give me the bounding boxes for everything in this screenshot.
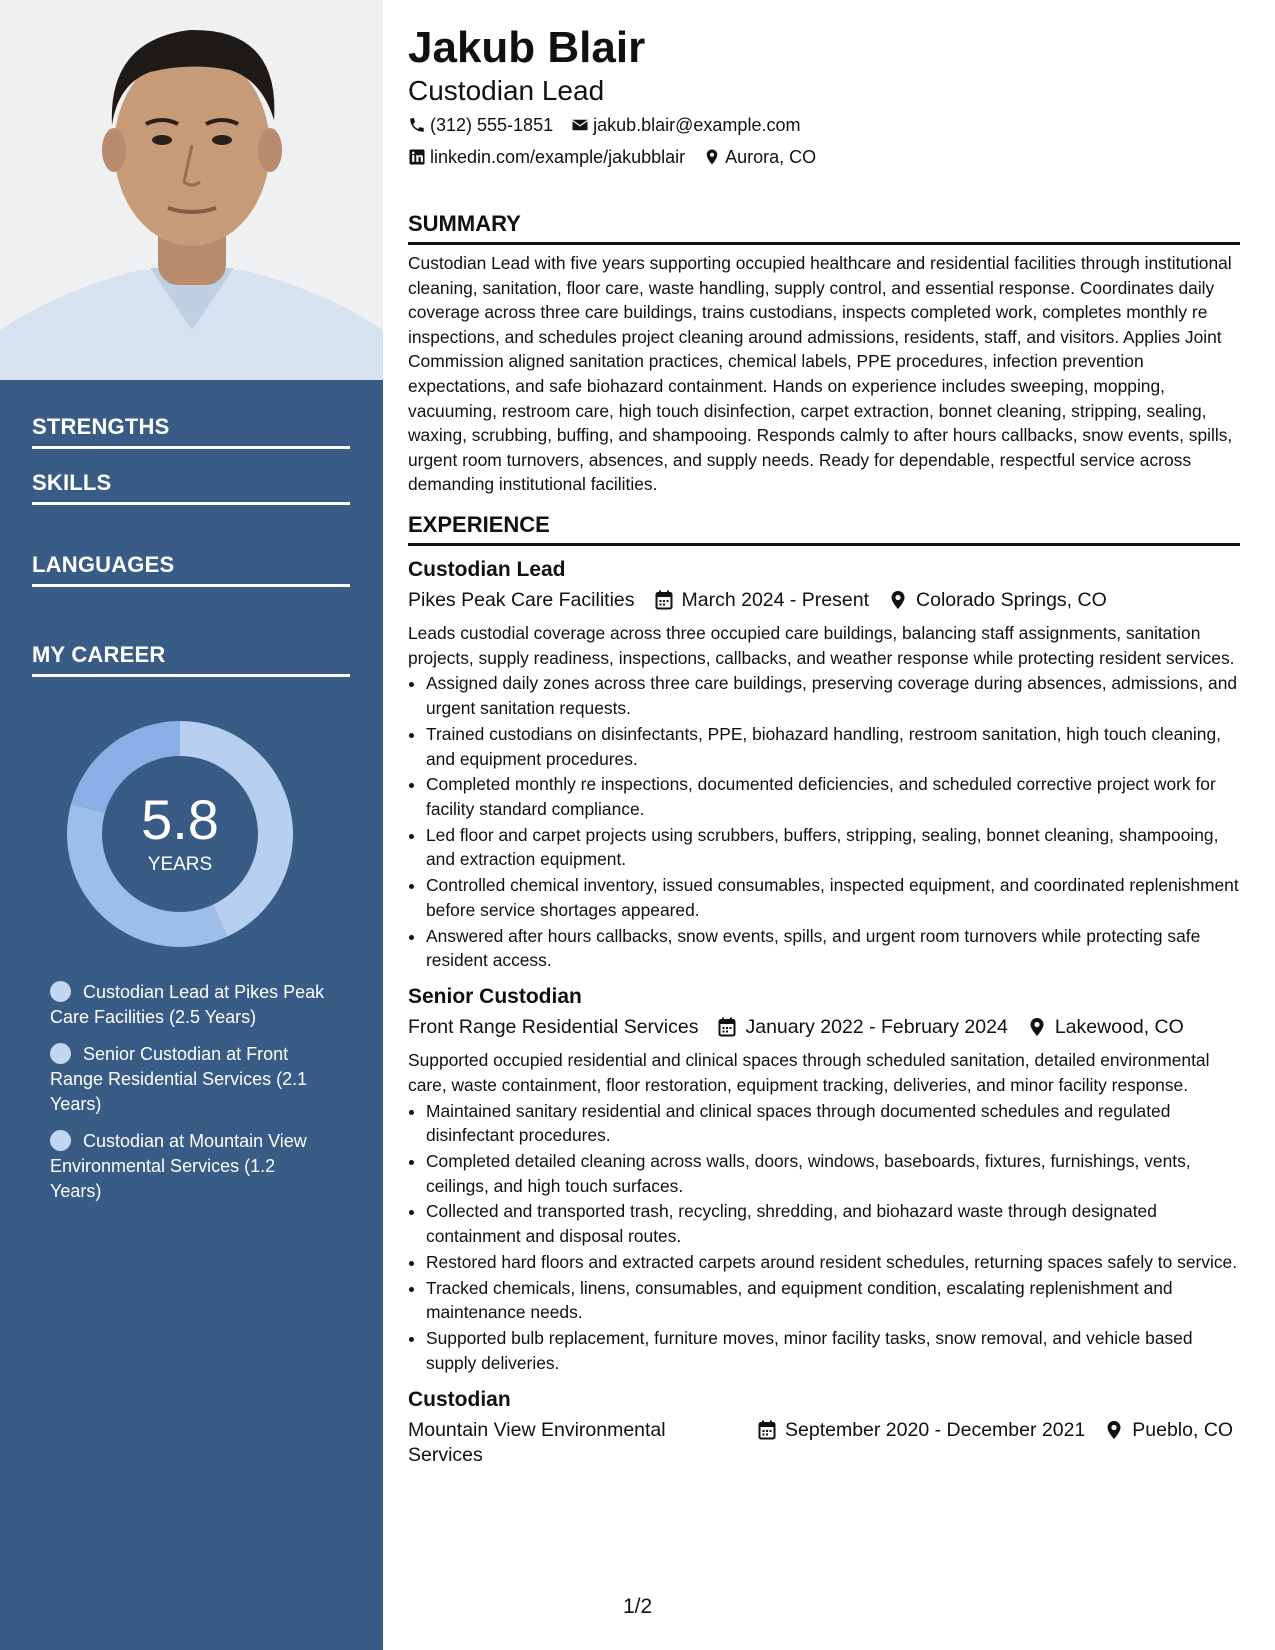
candidate-title: Custodian Lead xyxy=(408,75,605,106)
job-title: Custodian Lead xyxy=(408,557,566,581)
main-content xyxy=(408,22,1240,1468)
linkedin-url: linkedin.com/example/jakubblair xyxy=(430,147,686,167)
job-dates: January 2022 - February 2024 xyxy=(745,1016,1008,1039)
career-list xyxy=(50,980,330,1216)
contact-row xyxy=(408,114,1240,136)
job-bullet: • Trained custodians on disinfectants, PPE, biohazard handling, restroom sanitation, high touch cleaning, and equipment procedures. xyxy=(426,722,1240,771)
map-pin-icon xyxy=(1028,1017,1046,1037)
job-bullets xyxy=(408,671,1240,973)
job-dates: September 2020 - December 2021 xyxy=(785,1418,1086,1441)
calendar-icon xyxy=(758,1420,776,1440)
phone-number: (312) 555-1851 xyxy=(430,115,554,135)
career-total-unit: YEARS xyxy=(147,854,213,875)
job-bullet: • Assigned daily zones across three care buildings, preserving coverage during absences, admissions, and urgent sanitation requests. xyxy=(426,671,1240,720)
job-title: Custodian xyxy=(408,1387,511,1411)
career-item xyxy=(50,1042,330,1117)
job-title: Senior Custodian xyxy=(408,985,582,1009)
job-bullet: • Controlled chemical inventory, issued consumables, inspected equipment, and coordinated replenishment before service shortages appeared. xyxy=(426,873,1240,922)
experience-heading: EXPERIENCE xyxy=(408,511,1240,546)
contact-phone[interactable] xyxy=(408,114,553,136)
job-meta xyxy=(408,1418,1240,1468)
career-item-label: Custodian Lead at Pikes Peak Care Facilities (2.5 Years) xyxy=(50,982,325,1027)
calendar-icon xyxy=(655,590,673,610)
job-meta xyxy=(408,588,1240,613)
job-entry xyxy=(408,983,1240,1376)
job-description: Leads custodial coverage across three occupied care buildings, balancing staff assignments, sanitation projects, supply readiness, inspections, callbacks, and weather response while protecting resident services. xyxy=(408,622,1235,668)
job-dates: March 2024 - Present xyxy=(681,588,870,611)
job-location: Pueblo, CO xyxy=(1132,1418,1234,1441)
calendar-icon xyxy=(718,1017,736,1037)
contact-linkedin[interactable] xyxy=(408,146,685,168)
job-bullet: • Answered after hours callbacks, snow events, spills, and urgent room turnovers while protecting safe resident access. xyxy=(426,924,1240,973)
job-company: Pikes Peak Care Facilities xyxy=(408,588,635,611)
job-entry xyxy=(408,1386,1240,1468)
contact-email[interactable] xyxy=(571,114,800,136)
career-item-label: Custodian at Mountain View Environmental Services (1.2 Years) xyxy=(50,1131,307,1201)
page-number: 1/2 xyxy=(623,1595,653,1618)
job-company: Mountain View Environmental Services xyxy=(408,1418,666,1466)
job-location: Colorado Springs, CO xyxy=(916,588,1107,611)
job-bullet: • Restored hard floors and extracted carpets around resident schedules, returning spaces safely to service. xyxy=(426,1250,1240,1275)
linkedin-icon xyxy=(408,148,426,166)
job-description: Supported occupied residential and clinical spaces through scheduled sanitation, detailed environmental care, waste containment, floor restoration, equipment tracking, deliveries, and minor facility response. xyxy=(408,1050,1210,1095)
job-company: Front Range Residential Services xyxy=(408,1016,699,1039)
career-item-label: Senior Custodian at Front Range Residential Services (2.1 Years) xyxy=(50,1044,308,1114)
contact-row xyxy=(408,146,1240,168)
job-meta xyxy=(408,1015,1240,1040)
summary-heading: SUMMARY xyxy=(408,210,1240,245)
location-text: Aurora, CO xyxy=(725,147,817,167)
contact-location xyxy=(703,146,816,168)
job-bullet: • Maintained sanitary residential and clinical spaces through documented schedules and regulated disinfectant procedures. xyxy=(426,1099,1240,1148)
map-pin-icon xyxy=(889,590,907,610)
avatar xyxy=(0,0,383,380)
career-total-years: 5.8 xyxy=(141,788,219,851)
candidate-name: Jakub Blair xyxy=(408,23,646,72)
job-entry xyxy=(408,556,1240,973)
job-bullet: • Completed detailed cleaning across walls, doors, windows, baseboards, fixtures, furnishings, vents, ceilings, and high touch surfaces. xyxy=(426,1149,1240,1198)
job-bullet: • Collected and transported trash, recycling, shredding, and biohazard waste through designated containment and disposal routes. xyxy=(426,1199,1240,1248)
bullet-dot-icon xyxy=(50,981,71,1002)
job-bullet: • Completed monthly re inspections, documented deficiencies, and scheduled corrective project work for facility standard compliance. xyxy=(426,772,1240,821)
sidebar-heading-strengths: STRENGTHS xyxy=(32,414,350,449)
envelope-icon xyxy=(571,116,589,134)
job-bullets xyxy=(408,1099,1240,1376)
map-pin-icon xyxy=(1105,1420,1123,1440)
map-pin-icon xyxy=(703,148,721,166)
sidebar xyxy=(0,0,383,1650)
job-bullet: • Tracked chemicals, linens, consumables, and equipment condition, escalating replenishment and maintenance needs. xyxy=(426,1276,1240,1325)
bullet-dot-icon xyxy=(50,1130,71,1151)
email-address: jakub.blair@example.com xyxy=(593,115,801,135)
career-item xyxy=(50,1129,330,1204)
sidebar-heading-skills: SKILLS xyxy=(32,470,350,505)
sidebar-heading-languages: LANGUAGES xyxy=(32,552,350,587)
bullet-dot-icon xyxy=(50,1043,71,1064)
job-location: Lakewood, CO xyxy=(1054,1016,1184,1039)
job-bullet: • Supported bulb replacement, furniture moves, minor facility tasks, snow removal, and vehicle based supply deliveries. xyxy=(426,1326,1240,1375)
sidebar-heading-my-career: MY CAREER xyxy=(32,642,350,677)
job-bullet: • Led floor and carpet projects using scrubbers, buffers, stripping, sealing, bonnet cleaning, shampooing, and extraction equipment. xyxy=(426,823,1240,872)
career-item xyxy=(50,980,330,1030)
phone-icon xyxy=(408,116,426,134)
profile-photo xyxy=(0,0,383,380)
summary-text: Custodian Lead with five years supporting occupied healthcare and residential facilities through institutional cleaning, sanitation, floor care, waste handling, supply control, and essential response. Coordinates daily coverage across three care buildings, trains custodians, inspects completed work, completes monthly re inspections, and schedules project cleaning around admissions, residents, staff, and visitors. Applies Joint Commission aligned sanitation practices, chemical labels, PPE procedures, infection prevention expectations, and safe biohazard containment. Hands on experience includes sweeping, mopping, vacuuming, restroom care, high touch disinfection, carpet extraction, bonnet cleaning, stripping, sealing, waxing, scrubbing, buffing, and shampooing. Responds calmly to after hours callbacks, snow events, spills, urgent room turnovers, absences, and supply needs. Ready for dependable, respectful service across demanding institutional facilities. xyxy=(408,253,1233,495)
